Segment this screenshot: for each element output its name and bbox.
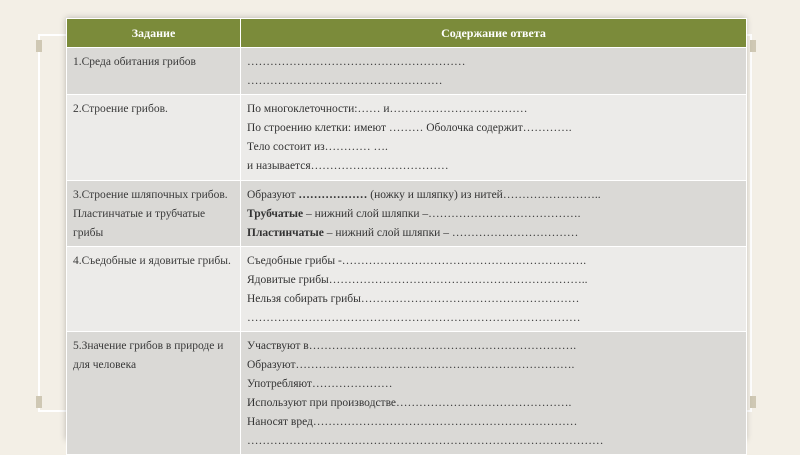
answer-text: – нижний слой шляпки –…………………………………. [303, 208, 581, 220]
answer-text: Образуют [247, 189, 299, 201]
worksheet-slide [66, 18, 746, 447]
answer-line: …………………………………………………………………………… [247, 312, 581, 324]
answer-text: (ножку и шляпку) из нитей…………………….. [367, 189, 601, 201]
answer-cell [241, 247, 747, 332]
task-cell: 2.Строение грибов. [67, 95, 241, 181]
table-row [67, 95, 747, 181]
header-task: Задание [67, 19, 241, 48]
corner-mark [750, 396, 756, 408]
answer-line: Используют при производстве………………………………………. [247, 397, 572, 409]
answer-line [247, 224, 740, 243]
answer-text: – нижний слой шляпки – …………………………… [323, 227, 579, 239]
task-cell: 4.Съедобные и ядовитые грибы. [67, 247, 241, 332]
header-answer: Содержание ответа [241, 19, 747, 48]
task-cell: 3.Строение шляпочных грибов. Пластинчатые и трубчатые грибы [67, 181, 241, 247]
table-row [67, 48, 747, 95]
answer-term: ……………… [298, 189, 368, 201]
answer-line: Тело состоит из………… …. [247, 141, 388, 153]
worksheet-table [66, 18, 747, 455]
answer-line: Нельзя собирать грибы………………………………………………… [247, 293, 580, 305]
answer-line: Употребляют………………… [247, 378, 393, 390]
table-row [67, 247, 747, 332]
task-cell: 5.Значение грибов в природе и для человека [67, 332, 241, 455]
corner-mark [750, 40, 756, 52]
answer-term: Трубчатые [247, 208, 304, 220]
answer-cell [241, 48, 747, 95]
answer-cell [241, 332, 747, 455]
answer-cell [241, 95, 747, 181]
task-cell: 1.Среда обитания грибов [67, 48, 241, 95]
answer-line: ………………………………………………… [247, 56, 466, 68]
answer-term: Пластинчатые [247, 227, 324, 239]
answer-line: и называется……………………………… [247, 160, 449, 172]
corner-mark [36, 396, 42, 408]
answer-line: Съедобные грибы -………………………………………………………. [247, 255, 587, 267]
table-row [67, 181, 747, 247]
corner-mark [36, 40, 42, 52]
answer-line: Участвуют в……………………………………………………………. [247, 340, 577, 352]
answer-line: По строению клетки: имеют ……… Оболочка содержит…………. [247, 122, 572, 134]
table-header-row [67, 19, 747, 48]
answer-line: ………………………………………………………………………………… [247, 435, 604, 447]
answer-line [247, 186, 740, 205]
answer-cell [241, 181, 747, 247]
answer-line: Наносят вред…………………………………………………………… [247, 416, 578, 428]
table-row [67, 332, 747, 455]
answer-line: По многоклеточности:…… и……………………………… [247, 103, 528, 115]
answer-line: Образуют………………………………………………………………. [247, 359, 575, 371]
answer-line [247, 205, 740, 224]
answer-line: Ядовитые грибы………………………………………………………….. [247, 274, 588, 286]
answer-line: …………………………………………… [247, 75, 443, 87]
